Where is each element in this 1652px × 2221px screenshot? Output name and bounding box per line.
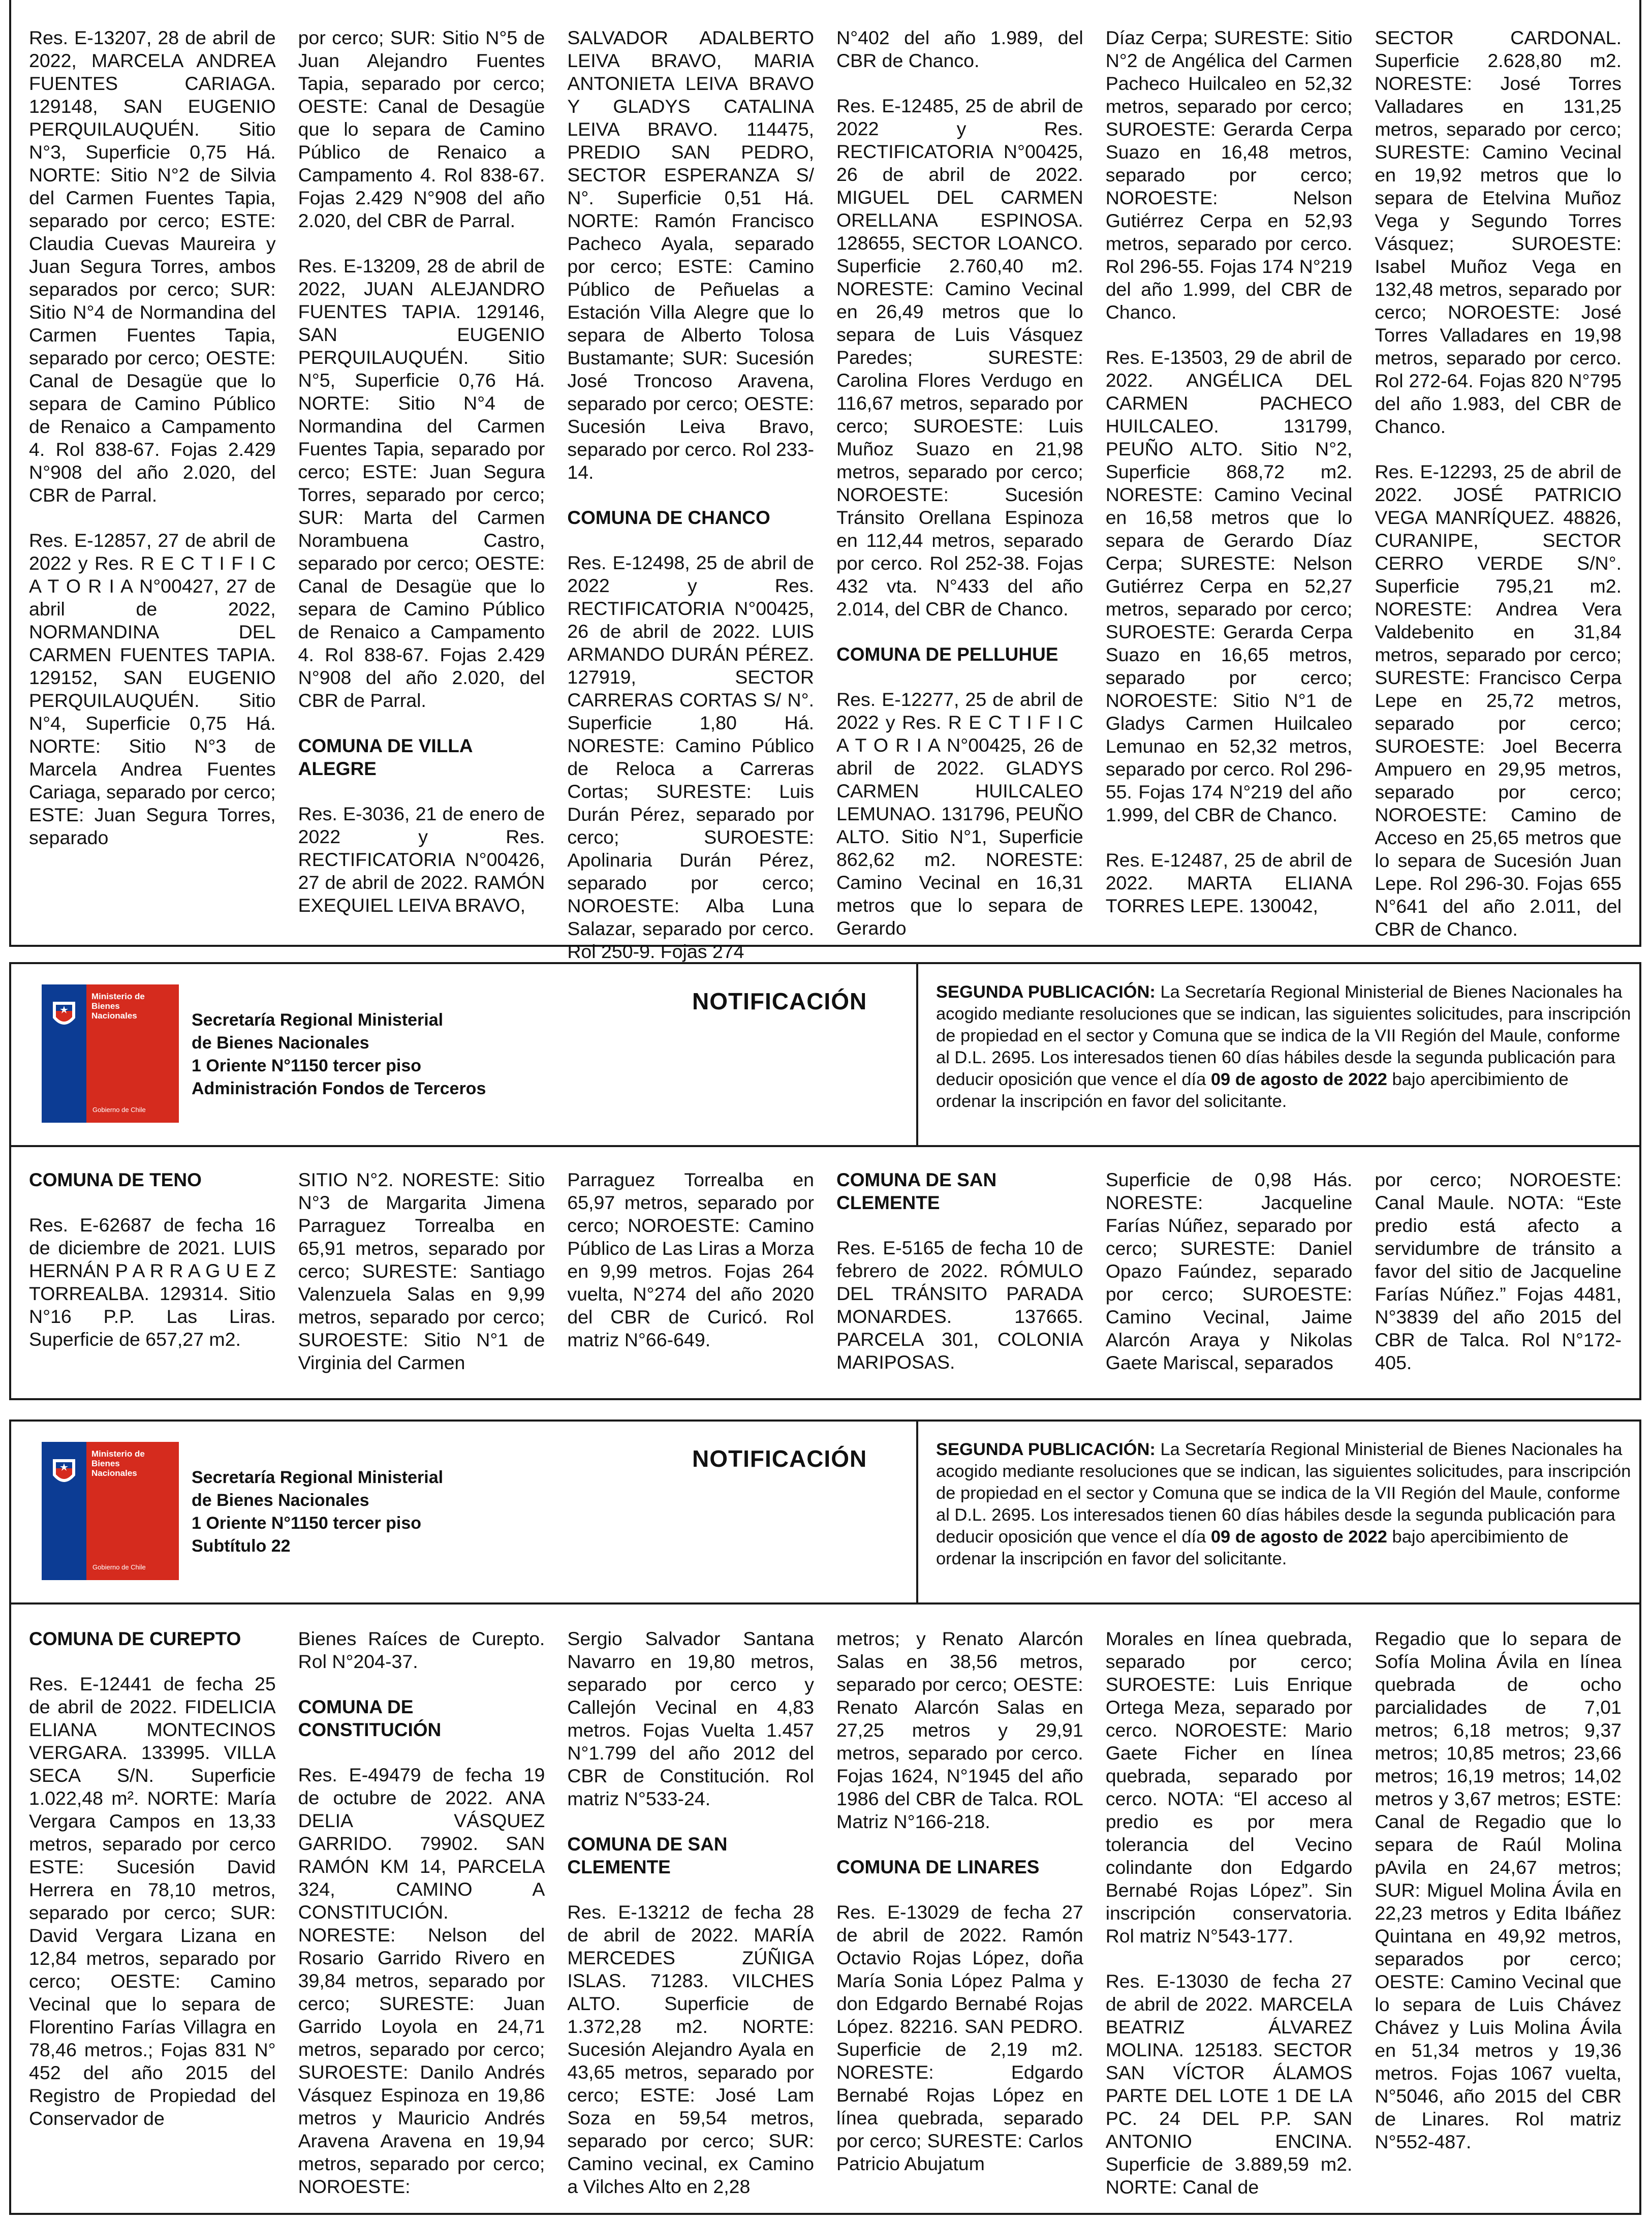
org-line: de Bienes Nacionales [192, 1491, 369, 1510]
resolution-entry: SECTOR CARDONAL. Superficie 2.628,80 m2. NORESTE: José Torres Valladares en 131,25 metros, separado por cerco; SURESTE: Camino Vecinal en 19,92 metros que lo separa de Etelvina Muñoz Vega y Segundo Torres Vásquez; SUROESTE: Isabel Muñoz Vega en 132,48 metros, separado por cerco; NOROESTE: José Torres Valladares en 19,98 metros, separado por cerco. Rol 272-64. Fojas 820 N°795 del año 1.983, del CBR de Chanco. [1375, 27, 1622, 437]
ministry-logo [42, 984, 179, 1123]
text-column [836, 1627, 1083, 2207]
resolution-entry: metros; y Renato Alarcón Salas en 38,56 metros, separado por cerco; OESTE: Renato Alarcón Salas en 27,25 metros y 29,91 metros, separado por cerco. Fojas 1624, N°1945 del año 1986 del CBR de Talca. ROL Matriz N°166-218. [836, 1628, 1083, 1832]
resolution-entry: Res. E-13030 de fecha 27 de abril de 2022. MARCELA BEATRIZ ÁLVAREZ MOLINA. 125183. SECTOR SAN VÍCTOR ÁLAMOS PARTE DEL LOTE 1 DE LA PC. 24 DEL P.P. SAN ANTONIO ENCINA. Superficie de 3.889,59 m2. NORTE: Canal de [1105, 1970, 1353, 2198]
logo-line-1: Ministerio de [91, 992, 145, 1001]
text-column [298, 1627, 545, 2207]
text-columns [29, 1627, 1622, 2207]
text-column [298, 1168, 545, 1392]
organization-address [192, 1009, 486, 1100]
logo-line-2: Bienes [91, 1459, 120, 1468]
resolution-entry: Res. E-12441 de fecha 25 de abril de 2022. FIDELICIA ELIANA MONTECINOS VERGARA. 133995. VILLA SECA S/N. Superficie 1.022,48 m². NORTE: María Vergara Campos en 13,33 metros, separado por cerco ESTE: Sucesión David Herrera en 78,10 metros, separado por cerco; SUR: David Vergara Lizana en 12,84 metros, separado por cerco; OESTE: Camino Vecinal que lo separa de Florentino Farías Villagra en 78,46 metros.; Fojas 831 N° 452 del año 2015 del Registro de Propiedad del Conservador de [29, 1673, 276, 2129]
text-column [1375, 1627, 1622, 2207]
header-divider [916, 1422, 918, 1602]
logo-line-2: Bienes [91, 1001, 120, 1011]
logo-ministry-text [91, 1449, 145, 1478]
logo-ministry-text [91, 992, 145, 1021]
organization-address [192, 1466, 443, 1558]
coat-of-arms-icon [49, 1454, 79, 1490]
publication-body: La Secretaría Regional Ministerial de Bienes Nacionales ha acogido mediante resoluciones que se indican, las siguientes solicitudes, para inscripción de propiedad en el sector y Comuna que se indica de la VII Región del Maule, conforme al D.L. 2695. Los interesados tienen 60 días hábiles desde la segunda publicación para deducir oposición que vence el día [936, 1440, 1631, 1547]
text-column [29, 1627, 276, 2207]
notice-header [11, 1422, 1639, 1605]
commune-heading: COMUNA DE CHANCO [567, 507, 770, 528]
logo-line-1: Ministerio de [91, 1449, 145, 1459]
resolution-entry: SITIO N°2. NORESTE: Sitio N°3 de Margarita Jimena Parraguez Torrealba en 65,91 metros, separado por cerco; SURESTE: Santiago Valenzuela Salas en 9,99 metros, separado por cerco; SUROESTE: Sitio N°1 de Virginia del Carmen [298, 1169, 545, 1373]
notice-block-2 [9, 962, 1641, 1400]
resolution-entry: Regadio que lo separa de Sofía Molina Ávila en línea quebrada de ocho parcialidades de 7,01 metros; 6,18 metros; 9,37 metros; 10,85 metros; 23,66 metros; 16,19 metros; 14,02 metros y 3,67 metros; ESTE: Canal de Regadio que lo separa de Raúl Molina pAvila en 24,67 metros; SUR: Miguel Molina Ávila en 22,23 metros y Edita Ibáñez Quintana en 49,92 metros, separados por cerco; OESTE: Camino Vecinal que lo separa de Luis Chávez Chávez y Luis Molina Ávila en 51,34 metros y 19,36 metros. Fojas 1067 vuelta, N°5046, año 2015 del CBR de Linares. Rol matriz N°552-487. [1375, 1628, 1622, 2152]
notice-header [11, 964, 1639, 1147]
resolution-entry: Res. E-12487, 25 de abril de 2022. MARTA ELIANA TORRES LEPE. 130042, [1105, 849, 1353, 916]
notice-title: NOTIFICACIÓN [692, 1445, 867, 1472]
logo-line-3: Nacionales [91, 1011, 137, 1021]
resolution-entry: Sergio Salvador Santana Navarro en 19,80 metros, separado por cerco y Callejón Vecinal en 4,83 metros. Fojas Vuelta 1.457 N°1.799 del año 2012 del CBR de Constitución. Rol matriz N°533-24. [567, 1628, 815, 1809]
commune-heading: COMUNA DE VILLA ALEGRE [298, 735, 473, 779]
text-column [1106, 1168, 1353, 1392]
notice-block-1 [9, 0, 1641, 962]
text-column [298, 26, 545, 931]
resolution-entry: Res. E-12293, 25 de abril de 2022. JOSÉ PATRICIO VEGA MANRÍQUEZ. 48826, CURANIPE, SECTOR CERRO VERDE S/N°. Superficie 795,21 m2. NORESTE: Andrea Vera Valdebenito en 31,84 metros, separado por cerco; SURESTE: Francisco Cerpa Lepe en 25,72 metros, separado por cerco; SUROESTE: Joel Becerra Ampuero en 29,95 metros, separado por cerco; NOROESTE: Camino de Acceso en 25,65 metros que lo separa de Sucesión Juan Lepe. Rol 296-30. Fojas 655 N°641 del año 2.011, del CBR de Chanco. [1375, 461, 1622, 940]
publication-tail: bajo apercibimiento de ordenar la inscripción en favor del solicitante. [936, 1070, 1569, 1111]
commune-heading: COMUNA DE PELLUHUE [836, 644, 1058, 665]
deadline-date: 09 de agosto de 2022 [1210, 1070, 1387, 1089]
publication-lead: SEGUNDA PUBLICACIÓN: [936, 1440, 1156, 1459]
commune-heading: COMUNA DE SAN CLEMENTE [567, 1834, 728, 1877]
resolution-entry: Res. E-62687 de fecha 16 de diciembre de 2021. LUIS HERNÁN P A R R A G U E Z TORREALBA. 129314. Sitio N°16 P.P. Las Liras. Superficie de 657,27 m2. [29, 1214, 276, 1350]
org-line: Secretaría Regional Ministerial [192, 1010, 444, 1030]
resolution-entry: Res. E-13029 de fecha 27 de abril de 2022. Ramón Octavio Rojas López, doña María Sonia López Palma y don Edgardo Bernabé Rojas López. 82216. SAN PEDRO. Superficie de 2,19 m2. NORESTE: Edgardo Bernabé Rojas López en línea quebrada, separado por cerco; SURESTE: Carlos Patricio Abujatum [836, 1901, 1083, 2174]
notice-block-3 [9, 1420, 1641, 2215]
org-line: de Bienes Nacionales [192, 1033, 369, 1053]
text-column [1106, 1627, 1353, 2207]
resolution-entry: Morales en línea quebrada, separado por cerco; SUROESTE: Luis Enrique Ortega Meza, separado por cerco. NOROESTE: Mario Gaete Ficher en línea quebrada, separado por cerco. NOTA: “El acceso al predio es por mera tolerancia del Vecino colindante don Edgardo Bernabé Rojas López”. Sin inscripción conservatoria. Rol matriz N°543-177. [1105, 1628, 1353, 1947]
resolution-entry: por cerco; NOROESTE: Canal Maule. NOTA: “Este predio está afecto a servidumbre de tránsito a favor del sitio de Jacqueline Farías Núñez.” Fojas 4481, N°3839 del año 2015 del CBR de Talca. Rol N°172-405. [1375, 1169, 1622, 1373]
header-divider [916, 964, 918, 1145]
text-columns [29, 26, 1622, 962]
resolution-entry: Res. E-49479 de fecha 19 de octubre de 2022. ANA DELIA VÁSQUEZ GARRIDO. 79902. SAN RAMÓN KM 14, PARCELA 324, CAMINO A CONSTITUCIÓN. NORESTE: Nelson del Rosario Garrido Rivero en 39,84 metros, separado por cerco; SURESTE: Juan Garrido Loyola en 24,71 metros, separado por cerco; SUROESTE: Danilo Andrés Vásquez Espinoza en 19,86 metros y Mauricio Andrés Aravena Aravena en 19,94 metros, separado por cerco; NOROESTE: [298, 1764, 545, 2197]
resolution-entry: Bienes Raíces de Curepto. Rol N°204-37. [298, 1628, 545, 1672]
resolution-entry: SALVADOR ADALBERTO LEIVA BRAVO, MARIA ANTONIETA LEIVA BRAVO Y GLADYS CATALINA LEIVA BRAVO. 114475, PREDIO SAN PEDRO, SECTOR ESPERANZA S/ N°. Superficie 0,51 Há. NORTE: Ramón Francisco Pacheco Ayala, separado por cerco; ESTE: Camino Público de Peñuelas a Estación Villa Alegre que lo separa de Alberto Tolosa Bustamante; SUR: Sucesión José Troncoso Aravena, separado por cerco; OESTE: Sucesión Leiva Bravo, separado por cerco. Rol 233-14. [567, 27, 815, 483]
commune-heading: COMUNA DE LINARES [836, 1857, 1040, 1877]
publication-notice [936, 1439, 1632, 1570]
resolution-entry: Superficie de 0,98 Hás. NORESTE: Jacqueline Farías Núñez, separado por cerco; SURESTE: Daniel Opazo Faúndez, separado por cerco; SUROESTE: Camino Vecinal, Jaime Alarcón Araya y Nikolas Gaete Mariscal, separados [1105, 1169, 1353, 1373]
text-columns [29, 1168, 1622, 1392]
text-column [567, 1168, 814, 1392]
text-column [567, 26, 815, 962]
text-column [1106, 26, 1353, 931]
notice-title: NOTIFICACIÓN [692, 988, 867, 1014]
publication-lead: SEGUNDA PUBLICACIÓN: [936, 982, 1156, 1002]
resolution-entry: por cerco; SUR: Sitio N°5 de Juan Alejandro Fuentes Tapia, separado por cerco; OESTE: Canal de Desagüe que lo separa de Camino Público de Renaico a Campamento 4. Rol 838-67. Fojas 2.429 N°908 del año 2.020, del CBR de Parral. [298, 27, 545, 231]
commune-heading: COMUNA DE CUREPTO [29, 1628, 241, 1649]
org-line: Secretaría Regional Ministerial [192, 1468, 444, 1487]
logo-line-3: Nacionales [91, 1468, 137, 1478]
resolution-entry: Res. E-13207, 28 de abril de 2022, MARCELA ANDREA FUENTES CARIAGA. 129148, SAN EUGENIO PERQUILAUQUÉN. Sitio N°3, Superficie 0,75 Há. NORTE: Sitio N°2 de Silvia del Carmen Fuentes Tapia, separado por cerco; ESTE: Claudia Cuevas Maureira y Juan Segura Torres, ambos separados por cerco; SUR: Sitio N°4 de Normandina del Carmen Fuentes Tapia, separado por cerco; OESTE: Canal de Desagüe que lo separa de Camino Público de Renaico a Campamento 4. Rol 838-67. Fojas 2.429 N°908 del año 2.020, del CBR de Parral. [29, 27, 276, 506]
resolution-entry: Res. E-12857, 27 de abril de 2022 y Res. R E C T I F I C A T O R I A N°00427, 27 de abril de 2022, NORMANDINA DEL CARMEN FUENTES TAPIA. 129152, SAN EUGENIO PERQUILAUQUÉN. Sitio N°4, Superficie 0,75 Há. NORTE: Sitio N°3 de Marcela Andrea Fuentes Cariaga, separado por cerco; ESTE: Juan Segura Torres, separado [29, 530, 276, 848]
text-column [29, 26, 276, 931]
publication-notice [936, 981, 1632, 1113]
text-column [567, 1627, 814, 2207]
text-column [836, 26, 1083, 939]
resolution-entry: Res. E-3036, 21 de enero de 2022 y Res. RECTIFICATORIA N°00426, 27 de abril de 2022. RAMÓN EXEQUIEL LEIVA BRAVO, [298, 803, 545, 916]
resolution-entry: Res. E-13503, 29 de abril de 2022. ANGÉLICA DEL CARMEN PACHECO HUILCALEO. 131799, PEUÑO ALTO. Sitio N°2, Superficie 868,72 m2. NORESTE: Camino Vecinal en 16,58 metros que lo separa de Gerardo Díaz Cerpa; SURESTE: Nelson Gutiérrez Cerpa en 52,27 metros, separado por cerco; SUROESTE: Gerarda Cerpa Suazo en 16,65 metros, separado por cerco; NOROESTE: Sitio N°1 de Gladys Carmen Huilcaleo Lemunao en 52,32 metros, separado por cerco. Rol 296-55. Fojas 174 N°219 del año 1.999, del CBR de Chanco. [1105, 347, 1353, 825]
publication-body: La Secretaría Regional Ministerial de Bienes Nacionales ha acogido mediante resoluciones que se indican, las siguientes solicitudes, para inscripción de propiedad en el sector y Comuna que se indica de la VII Región del Maule, conforme al D.L. 2695. Los interesados tienen 60 días hábiles desde la segunda publicación para deducir oposición que vence el día [936, 982, 1631, 1089]
org-line: Subtítulo 22 [192, 1536, 291, 1556]
text-column [1375, 26, 1622, 940]
coat-of-arms-icon [49, 997, 79, 1032]
resolution-entry: Díaz Cerpa; SURESTE: Sitio N°2 de Angélica del Carmen Pacheco Huilcaleo en 52,32 metros, separado por cerco; SUROESTE: Gerarda Cerpa Suazo en 16,48 metros, separado por cerco; NOROESTE: Nelson Gutiérrez Cerpa en 52,93 metros, separado por cerco. Rol 296-55. Fojas 174 N°219 del año 1.999, del CBR de Chanco. [1105, 27, 1353, 323]
logo-footer-text: Gobierno de Chile [92, 1106, 146, 1114]
logo-footer-text: Gobierno de Chile [92, 1563, 146, 1571]
commune-heading: COMUNA DE TENO [29, 1169, 202, 1190]
ministry-logo [42, 1442, 179, 1580]
resolution-entry: Res. E-12485, 25 de abril de 2022 y Res. RECTIFICATORIA N°00425, 26 de abril de 2022. MIGUEL DEL CARMEN ORELLANA ESPINOSA. 128655, SECTOR LOANCO. Superficie 2.760,40 m2. NORESTE: Camino Vecinal en 26,49 metros que lo separa de Luis Vásquez Paredes; SURESTE: Carolina Flores Verdugo en 116,67 metros, separado por cerco; SUROESTE: Luis Muñoz Suazo en 21,98 metros, separado por cerco; NOROESTE: Sucesión Tránsito Orellana Espinoza en 112,44 metros, separado por cerco. Rol 252-38. Fojas 432 vta. N°433 del año 2.014, del CBR de Chanco. [836, 95, 1083, 620]
commune-heading: COMUNA DE SAN CLEMENTE [836, 1169, 997, 1213]
publication-tail: bajo apercibimiento de ordenar la inscripción en favor del solicitante. [936, 1527, 1569, 1568]
resolution-entry: Res. E-12277, 25 de abril de 2022 y Res. R E C T I F I C A T O R I A N°00425, 26 de abril de 2022. GLADYS CARMEN HUILCALEO LEMUNAO. 131796, PEUÑO ALTO. Sitio N°1, Superficie 862,62 m2. NORESTE: Camino Vecinal en 16,31 metros que lo separa de Gerardo [836, 689, 1083, 939]
resolution-entry: Res. E-13209, 28 de abril de 2022, JUAN ALEJANDRO FUENTES TAPIA. 129146, SAN EUGENIO PERQUILAUQUÉN. Sitio N°5, Superficie 0,76 Há. NORTE: Sitio N°4 de Normandina del Carmen Fuentes Tapia, separado por cerco; ESTE: Juan Segura Torres, separado por cerco; SUR: Marta del Carmen Norambuena Castro, separado por cerco; OESTE: Canal de Desagüe que lo separa de Camino Público de Renaico a Campamento 4. Rol 838-67. Fojas 2.429 N°908 del año 2.020, del CBR de Parral. [298, 255, 545, 711]
resolution-entry: N°402 del año 1.989, del CBR de Chanco. [836, 27, 1083, 71]
resolution-entry: Res. E-12498, 25 de abril de 2022 y Res. RECTIFICATORIA N°00425, 26 de abril de 2022. LUIS ARMANDO DURÁN PÉREZ. 127919, SECTOR CARRERAS CORTAS S/ N°. Superficie 1,80 Há. NORESTE: Camino Público de Reloca a Carreras Cortas; SURESTE: Luis Durán Pérez, separado por cerco; SUROESTE: Apolinaria Durán Pérez, separado por cerco; NOROESTE: Alba Luna Salazar, separado por cerco. Rol 250-9. Fojas 274 [567, 552, 815, 962]
resolution-entry: Parraguez Torrealba en 65,97 metros, separado por cerco; NOROESTE: Camino Público de Las Liras a Morza en 9,99 metros. Fojas 264 vuelta, N°274 del año 2020 del CBR de Curicó. Rol matriz N°66-649. [567, 1169, 815, 1350]
org-line: 1 Oriente N°1150 tercer piso [192, 1514, 422, 1533]
org-line: Administración Fondos de Terceros [192, 1079, 486, 1098]
deadline-date: 09 de agosto de 2022 [1210, 1527, 1387, 1547]
text-column [836, 1168, 1083, 1392]
text-column [1375, 1168, 1622, 1392]
resolution-entry: Res. E-5165 de fecha 10 de febrero de 2022. RÓMULO DEL TRÁNSITO PARADA MONARDES. 137665. PARCELA 301, COLONIA MARIPOSAS. [836, 1237, 1083, 1373]
resolution-entry: Res. E-13212 de fecha 28 de abril de 2022. MARÍA MERCEDES ZÚÑIGA ISLAS. 71283. VILCHES ALTO. Superficie de 1.372,28 m2. NORTE: Sucesión Alejandro Ayala en 43,65 metros, separado por cerco; ESTE: José Lam Soza en 59,54 metros, separado por cerco; SUR: Camino vecinal, ex Camino a Vilches Alto en 2,28 [567, 1901, 815, 2197]
text-column [29, 1168, 276, 1392]
commune-heading: COMUNA DE CONSTITUCIÓN [298, 1696, 442, 1740]
org-line: 1 Oriente N°1150 tercer piso [192, 1056, 422, 1075]
